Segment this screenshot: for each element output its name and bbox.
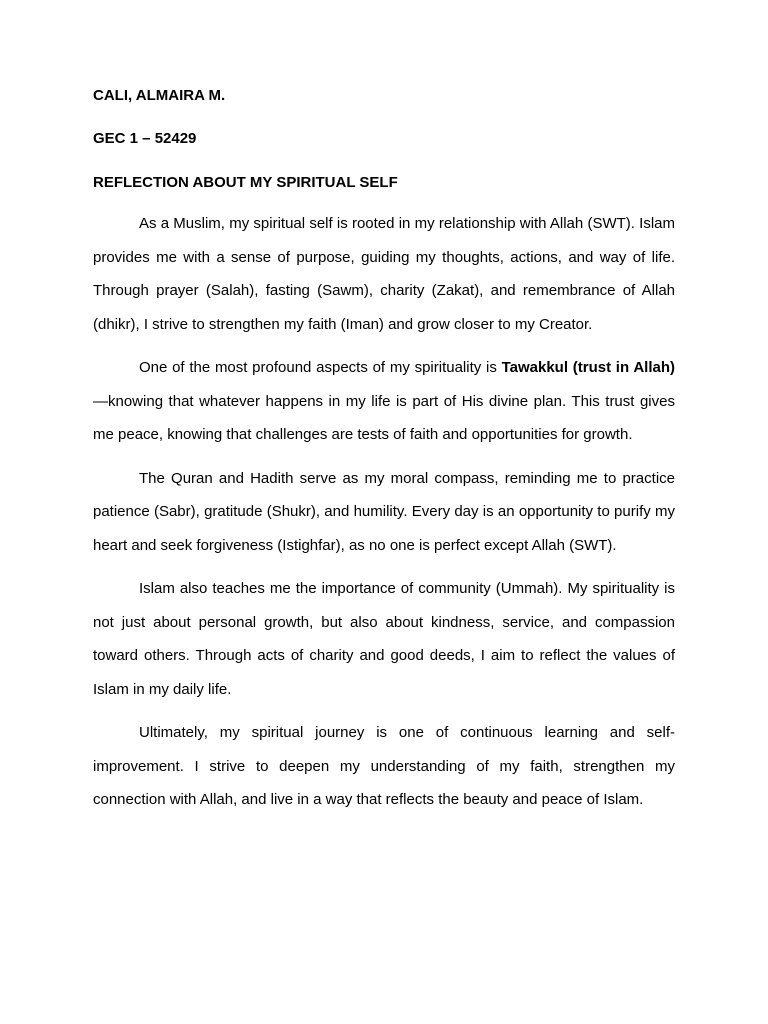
course-code: GEC 1 – 52429 bbox=[93, 130, 197, 147]
document-title: REFLECTION ABOUT MY SPIRITUAL SELF bbox=[93, 174, 398, 191]
paragraph-2-rest: —knowing that whatever happens in my life is part of His divine plan. This trust gives me peace, knowing that challenges are tests of faith and opportunities for growth. bbox=[93, 392, 675, 443]
paragraph-2-emphasis: Tawakkul (trust in Allah) bbox=[501, 359, 675, 376]
paragraph-1: As a Muslim, my spiritual self is rooted in my relationship with Allah (SWT). Islam provides me with a sense of purpose, guiding my thoughts, actions, and way of life. Through prayer (Salah), fasting (Sawm), charity (Zakat), and remembrance of Allah (dhikr), I strive to strengthen my faith (Iman) and grow closer to my Creator. bbox=[93, 215, 675, 333]
author-name: CALI, ALMAIRA M. bbox=[93, 87, 226, 104]
paragraph-4: Islam also teaches me the importance of community (Ummah). My spirituality is not just about personal growth, but also about kindness, service, and compassion toward others. Through acts of charity and good deeds, I aim to reflect the values of Islam in my daily life. bbox=[93, 580, 675, 698]
paragraph-3: The Quran and Hadith serve as my moral compass, reminding me to practice patience (Sabr), gratitude (Shukr), and humility. Every day is an opportunity to purify my heart and seek forgiveness (Istighfar), as no one is perfect except Allah (SWT). bbox=[93, 469, 675, 554]
paragraph-2 bbox=[93, 351, 675, 452]
paragraph-5: Ultimately, my spiritual journey is one of continuous learning and self-improvement. I strive to deepen my understanding of my faith, strengthen my connection with Allah, and live in a way that reflects the beauty and peace of Islam. bbox=[93, 724, 675, 808]
paragraph-2-intro: One of the most profound aspects of my spirituality is bbox=[139, 359, 502, 376]
document-page bbox=[93, 86, 675, 817]
